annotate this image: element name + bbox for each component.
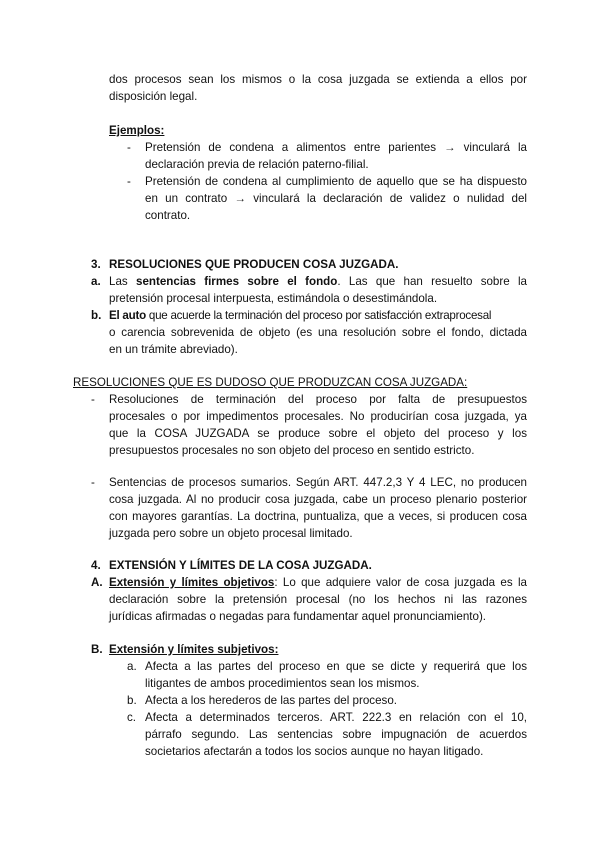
list-item-line: Las sentencias firmes sobre el fondo. Las que han resuelto sobre la — [109, 275, 528, 288]
list-item-line: en un trámite abreviado). — [109, 343, 238, 356]
section-number: 3. — [91, 258, 101, 271]
list-item-line: Afecta a los herederos de las partes del proceso. — [145, 694, 397, 707]
list-item-line: Pretensión de condena a alimentos entre parientes → vinculará la — [145, 141, 527, 154]
intro-line: disposición legal. — [109, 90, 198, 103]
list-item-line: Sentencias de procesos sumarios. Según ART. 447.2,3 Y 4 LEC, no producen — [109, 476, 527, 489]
list-item-line: juzgada pero sobre un objeto procesal limitado. — [109, 527, 353, 540]
list-marker: - — [127, 175, 131, 188]
section-title: EXTENSIÓN Y LÍMITES DE LA COSA JUZGADA. — [109, 559, 372, 572]
list-item-line: Extensión y límites objetivos: Lo que adquiere valor de cosa juzgada es la — [109, 576, 527, 589]
list-item-line: declaración sobre la pretensión procesal (no los hechos ni las razones — [109, 593, 527, 606]
list-marker: A. — [91, 576, 103, 589]
list-marker: - — [91, 476, 95, 489]
subsection-heading: Extensión y límites objetivos — [109, 576, 275, 589]
list-marker: - — [91, 393, 95, 406]
list-item-line: societarios afectarán a todos los socios aunque no hayan litigado. — [145, 745, 484, 758]
list-item-line: que la COSA JUZGADA se produce sobre el objeto del proceso y los — [109, 427, 527, 440]
emphasis-text: sentencias firmes sobre el fondo — [136, 275, 338, 288]
section-number: 4. — [91, 559, 101, 572]
list-item-line: Resoluciones de terminación del proceso por falta de presupuestos — [109, 393, 527, 406]
list-item-line: en un contrato → vinculará la declaración de validez o nulidad del — [145, 192, 527, 205]
list-item-line: procesales o por impedimentos procesales. No producirían cosa juzgada, ya — [109, 410, 527, 423]
list-item-line: Afecta a determinados terceros. ART. 222.3 en relación con el 10, — [145, 711, 527, 724]
intro-line: dos procesos sean los mismos o la cosa juzgada se extienda a ellos por — [109, 73, 527, 86]
list-item-line: declaración previa de relación paterno-filial. — [145, 158, 369, 171]
list-marker: b. — [127, 694, 137, 707]
list-marker: c. — [127, 711, 137, 724]
list-marker: a. — [127, 660, 137, 673]
list-item-line: jurídicas afirmadas o negadas para fundamentar aquel pronunciamiento). — [109, 610, 487, 623]
list-item-line: con mayores garantías. La doctrina, puntualiza, que a veces, si producen cosa — [109, 510, 527, 523]
subsection-heading: RESOLUCIONES QUE ES DUDOSO QUE PRODUZCAN COSA JUZGADA: — [73, 376, 468, 389]
list-marker: a. — [91, 275, 101, 288]
list-item-line: El auto que acuerde la terminación del proceso por satisfacción extraprocesal — [109, 309, 492, 322]
subsection-heading: Extensión y límites subjetivos: — [109, 643, 279, 656]
list-item-line: contrato. — [145, 209, 191, 222]
examples-heading: Ejemplos: — [109, 124, 165, 137]
list-marker: b. — [91, 309, 102, 322]
list-item-line: litigantes de ambos procedimientos sean los mismos. — [145, 677, 420, 690]
list-marker: - — [127, 141, 131, 154]
emphasis-text: El auto — [109, 309, 146, 322]
list-marker: B. — [91, 643, 103, 656]
list-item-line: Afecta a las partes del proceso en que se dicte y requerirá que los — [145, 660, 527, 673]
list-item-line: o carencia sobrevenida de objeto (es una resolución sobre el fondo, dictada — [109, 326, 527, 339]
list-item-line: Pretensión de condena al cumplimiento de aquello que se ha dispuesto — [145, 175, 527, 188]
list-item-line: párrafo segundo. Las sentencias sobre impugnación de acuerdos — [145, 728, 527, 741]
list-item-line: cosa juzgada. Al no producir cosa juzgada, cabe un proceso plenario posterior — [109, 493, 527, 506]
section-title: RESOLUCIONES QUE PRODUCEN COSA JUZGADA. — [109, 258, 399, 271]
list-item-line: presupuestos procesales no son objeto del proceso en sentido estricto. — [109, 444, 475, 457]
list-item-line: pretensión procesal interpuesta, estimándola o desestimándola. — [109, 292, 438, 305]
